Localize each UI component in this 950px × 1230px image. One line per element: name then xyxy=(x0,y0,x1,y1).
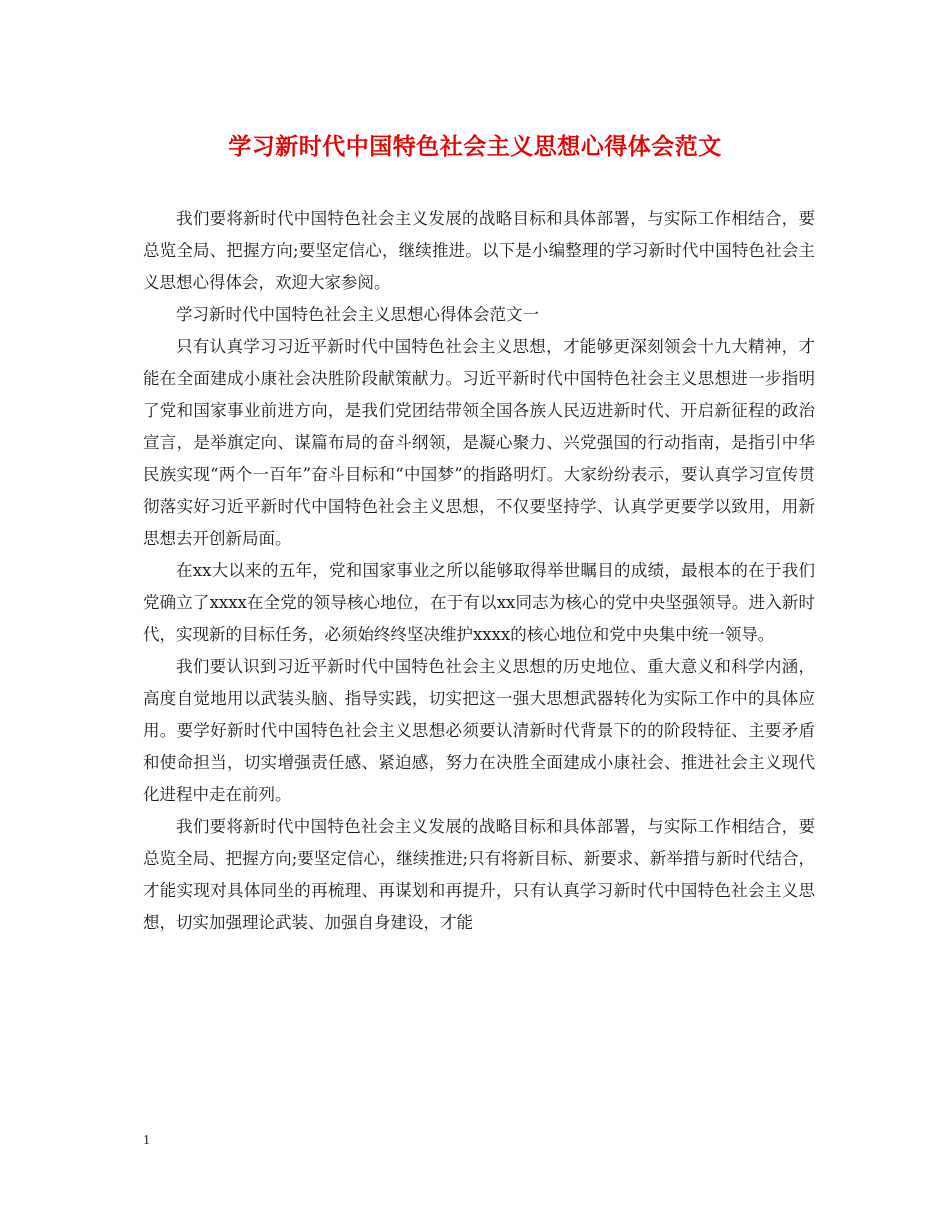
body-paragraph: 只有认真学习习近平新时代中国特色社会主义思想，才能够更深刻领会十九大精神，才能在全面建成小康社会决胜阶段献策献力。习近平新时代中国特色社会主义思想进一步指明了党和国家事业前进方向，是我们党团结带领全国各族人民迈进新时代、开启新征程的政治宣言，是举旗定向、谋篇布局的奋斗纲领，是凝心聚力、兴党强国的行动指南，是指引中华民族实现“两个一百年”奋斗目标和“中国梦”的指路明灯。大家纷纷表示，要认真学习宣传贯彻落实好习近平新时代中国特色社会主义思想，不仅要坚持学、认真学更要学以致用，用新思想去开创新局面。 xyxy=(143,337,815,548)
page-number: 1 xyxy=(143,1133,150,1148)
body-paragraph: 我们要将新时代中国特色社会主义发展的战略目标和具体部署，与实际工作相结合，要总览全局、把握方向;要坚定信心，继续推进;只有将新目标、新要求、新举措与新时代结合，才能实现对具体同坐的再梳理、再谋划和再提升，只有认真学习新时代中国特色社会主义思想，切实加强理论武装、加强自身建设，才能 xyxy=(143,817,815,932)
section-heading: 学习新时代中国特色社会主义思想心得体会范文一 xyxy=(176,305,539,324)
body-paragraph: 我们要认识到习近平新时代中国特色社会主义思想的历史地位、重大意义和科学内涵，高度自觉地用以武装头脑、指导实践，切实把这一强大思想武器转化为实际工作中的具体应用。要学好新时代中国特色社会主义思想必须要认清新时代背景下的的阶段特征、主要矛盾和使命担当，切实增强责任感、紧迫感，努力在决胜全面建成小康社会、推进社会主义现代化进程中走在前列。 xyxy=(143,657,815,804)
intro-paragraph: 我们要将新时代中国特色社会主义发展的战略目标和具体部署，与实际工作相结合，要总览全局、把握方向;要坚定信心，继续推进。以下是小编整理的学习新时代中国特色社会主义思想心得体会，欢迎大家参阅。 xyxy=(143,209,815,292)
body-paragraph: 在xx大以来的五年，党和国家事业之所以能够取得举世瞩目的成绩，最根本的在于我们党确立了xxxx在全党的领导核心地位，在于有以xx同志为核心的党中央坚强领导。进入新时代，实现新的目标任务，必须始终终坚决维护xxxx的核心地位和党中央集中统一领导。 xyxy=(143,561,815,644)
document-body xyxy=(143,203,815,939)
document-title: 学习新时代中国特色社会主义思想心得体会范文 xyxy=(228,133,722,160)
